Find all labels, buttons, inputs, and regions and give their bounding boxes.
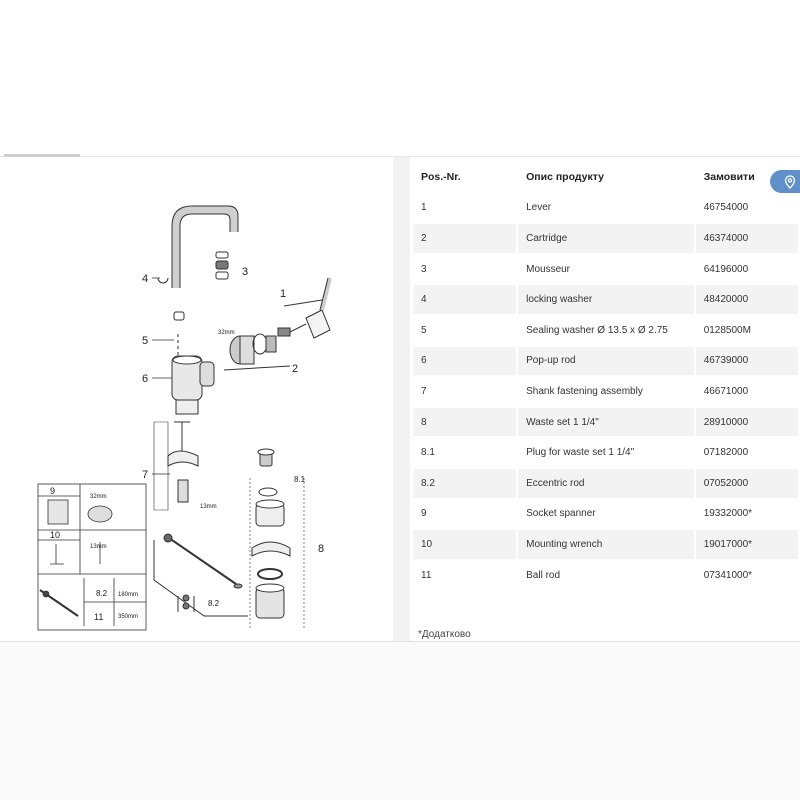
callout-7: 7 [142,469,149,481]
page-background [0,642,800,800]
cell-desc: Cartridge [518,224,694,253]
table-header-row [413,163,798,192]
col-header-pos: Pos.-Nr. [413,163,516,192]
legend-10: 10 [50,530,61,540]
cell-order[interactable]: 19017000* [696,530,798,559]
table-row [413,500,798,529]
table-row [413,561,798,590]
table-row [413,316,798,345]
exploded-view-diagram [4,160,392,640]
table-row [413,469,798,498]
cell-desc: Mounting wrench [518,530,694,559]
cell-pos: 1 [421,202,427,214]
cell-desc: Ball rod [526,569,561,581]
cell-order[interactable]: 46374000 [696,224,798,253]
callout-1: 1 [280,288,287,300]
legend-10-dim: 13mm [90,544,107,550]
col-header-order: Замовити [696,163,798,192]
cell-desc: Eccentric rod [518,469,694,498]
dim-cartridge: 32mm [218,330,235,336]
legend-8-2-dim: 180mm [118,592,139,598]
cell-pos: 8.1 [421,447,435,459]
table-row [413,438,798,467]
cell-order[interactable]: 46754000 [703,202,749,214]
callout-3: 3 [242,266,249,278]
cell-pos: 4 [413,285,516,314]
cell-desc: Socket spanner [526,508,596,520]
cell-order[interactable]: 19332000* [703,508,753,520]
table-row [413,224,798,253]
panel-gutter [393,157,410,641]
cell-pos: 8 [413,408,516,437]
cell-order[interactable]: 07182000 [703,447,749,459]
cell-pos: 2 [413,224,516,253]
cell-pos: 11 [421,569,432,581]
footnote: *Додатково [418,629,471,640]
diagram-svg [4,160,392,640]
cell-desc: Waste set 1 1/4" [518,408,694,437]
cell-pos: 5 [421,324,427,336]
tools-legend [38,484,146,630]
parts-table [411,161,800,591]
cell-pos: 6 [413,347,516,376]
cell-pos: 7 [421,385,427,397]
callout-8-2: 8.2 [208,599,220,608]
cell-order[interactable]: 48420000 [696,285,798,314]
table-row [413,377,798,406]
tab-indicator [4,154,80,157]
map-pin-icon [784,175,796,189]
cell-order[interactable]: 07341000* [703,569,753,581]
callout-8: 8 [318,543,325,555]
table-row [413,347,798,376]
cell-pos: 10 [413,530,516,559]
table-row [413,194,798,223]
cell-pos: 3 [421,263,427,275]
cell-desc: Shank fastening assembly [526,385,643,397]
table-row [413,408,798,437]
cell-pos: 9 [421,508,427,520]
dim-shank: 13mm [200,504,217,510]
callout-2: 2 [292,363,299,375]
cell-desc: Plug for waste set 1 1/4" [526,447,635,459]
legend-8-2: 8.2 [96,589,108,598]
cell-desc: Mousseur [526,263,571,275]
table-row [413,530,798,559]
cell-order[interactable]: 64196000 [703,263,749,275]
col-header-desc: Опис продукту [518,163,694,192]
legend-11: 11 [94,612,104,622]
location-button[interactable] [770,170,800,193]
cell-order[interactable]: 0128500M [703,324,751,336]
callout-8-1: 8.1 [294,475,306,484]
cell-order[interactable]: 46739000 [696,347,798,376]
callout-6: 6 [142,373,149,385]
table-row [413,255,798,284]
callout-5: 5 [142,335,149,347]
callout-4: 4 [142,273,149,285]
cell-pos: 8.2 [413,469,516,498]
cell-order[interactable]: 07052000 [696,469,798,498]
legend-9-dim: 32mm [90,494,107,500]
cell-desc: locking washer [518,285,694,314]
legend-11-dim: 350mm [118,614,139,620]
cell-order[interactable]: 28910000 [696,408,798,437]
legend-9: 9 [50,486,56,496]
cell-desc: Lever [526,202,552,214]
cell-order[interactable]: 46671000 [703,385,749,397]
table-row [413,285,798,314]
cell-desc: Sealing washer Ø 13.5 x Ø 2.75 [526,324,668,336]
cell-desc: Pop-up rod [518,347,694,376]
